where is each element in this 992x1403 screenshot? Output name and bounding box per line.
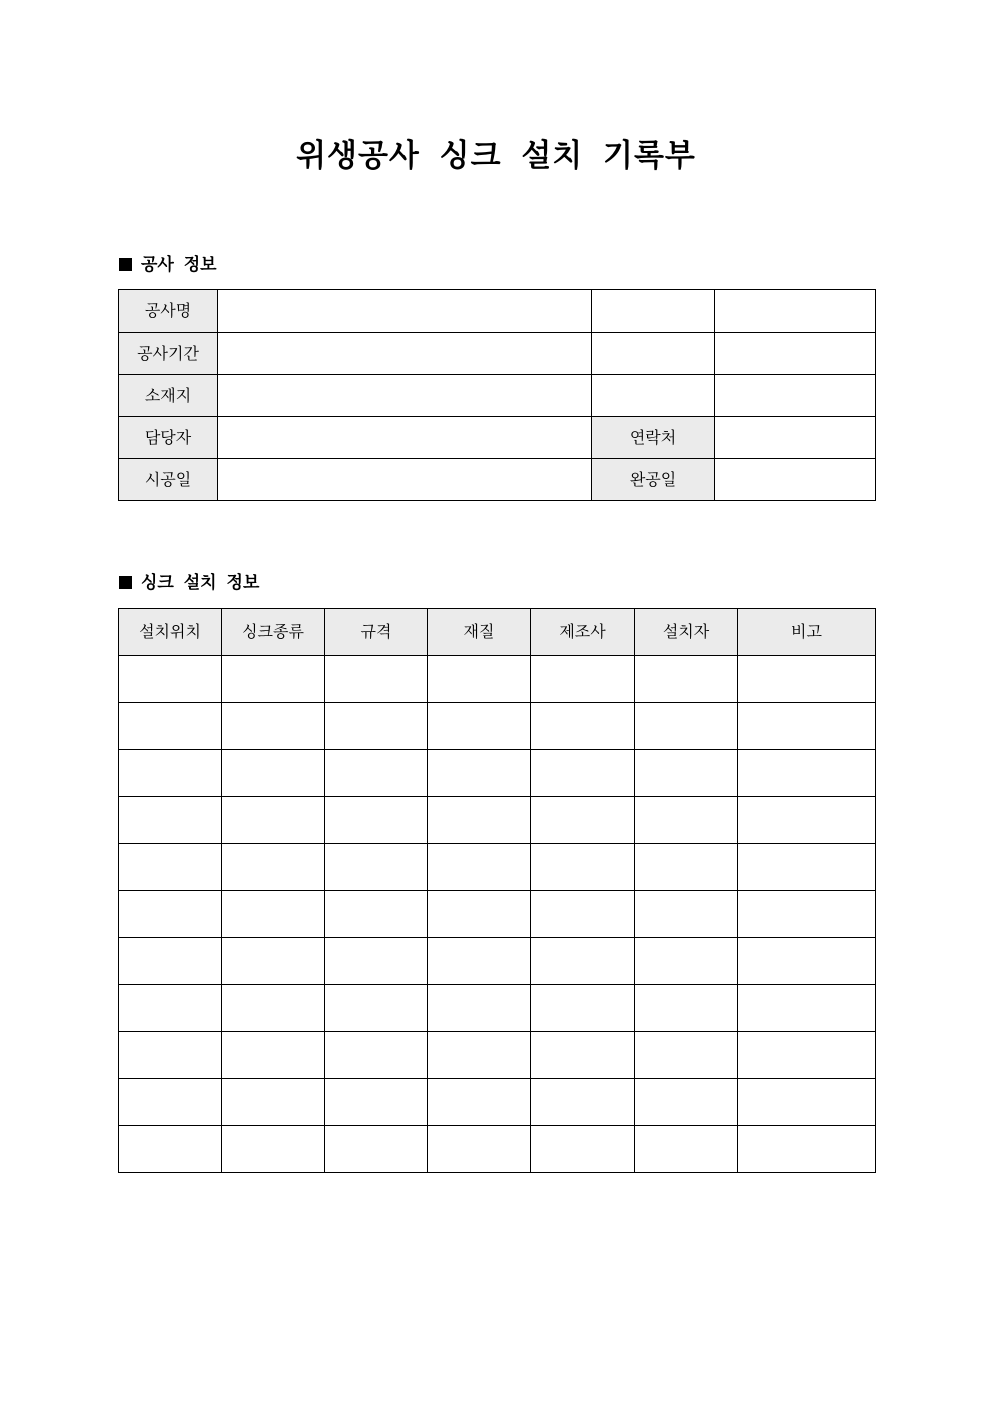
section-heading-label: 공사 정보	[141, 255, 217, 275]
table-cell[interactable]	[738, 844, 876, 891]
field-label-completion-date: 완공일	[592, 459, 715, 501]
table-row	[119, 1032, 876, 1079]
table-row	[119, 938, 876, 985]
field-value-completion-date[interactable]	[715, 459, 876, 501]
field-label-location: 소재지	[119, 375, 218, 417]
field-label-project-period: 공사기간	[119, 333, 218, 375]
section-heading-sink-info	[119, 571, 259, 595]
table-cell[interactable]	[119, 656, 222, 703]
table-cell[interactable]	[738, 797, 876, 844]
table-row	[119, 417, 876, 459]
table-cell[interactable]	[222, 1079, 325, 1126]
table-cell[interactable]	[222, 1126, 325, 1173]
table-cell[interactable]	[428, 1126, 531, 1173]
table-row	[119, 459, 876, 501]
field-extra-label[interactable]	[592, 333, 715, 375]
table-row	[119, 290, 876, 333]
field-label-contact: 연락처	[592, 417, 715, 459]
table-cell[interactable]	[635, 844, 738, 891]
column-header-manufacturer: 제조사	[531, 609, 635, 656]
table-row	[119, 656, 876, 703]
field-label-manager: 담당자	[119, 417, 218, 459]
document-title: 위생공사 싱크 설치 기록부	[296, 138, 696, 174]
table-cell[interactable]	[222, 750, 325, 797]
table-cell[interactable]	[531, 1079, 635, 1126]
table-row	[119, 985, 876, 1032]
table-cell[interactable]	[738, 703, 876, 750]
table-cell[interactable]	[325, 1032, 428, 1079]
table-row	[119, 703, 876, 750]
table-cell[interactable]	[635, 750, 738, 797]
column-header-installer: 설치자	[635, 609, 738, 656]
field-extra-value[interactable]	[715, 290, 876, 333]
table-cell[interactable]	[635, 1126, 738, 1173]
table-cell[interactable]	[222, 797, 325, 844]
table-cell[interactable]	[531, 656, 635, 703]
table-cell[interactable]	[428, 656, 531, 703]
section-heading-project-info	[119, 253, 217, 277]
table-cell[interactable]	[531, 891, 635, 938]
square-bullet-icon	[119, 576, 132, 589]
field-value-project-period[interactable]	[218, 333, 592, 375]
table-cell[interactable]	[738, 1126, 876, 1173]
table-cell[interactable]	[738, 938, 876, 985]
table-row	[119, 891, 876, 938]
table-row	[119, 1126, 876, 1173]
field-value-start-date[interactable]	[218, 459, 592, 501]
table-cell[interactable]	[531, 844, 635, 891]
table-cell[interactable]	[222, 703, 325, 750]
table-cell[interactable]	[119, 750, 222, 797]
table-row	[119, 844, 876, 891]
table-row	[119, 750, 876, 797]
table-cell[interactable]	[738, 985, 876, 1032]
table-row	[119, 797, 876, 844]
column-header-install-location: 설치위치	[119, 609, 222, 656]
column-header-sink-type: 싱크종류	[222, 609, 325, 656]
table-cell[interactable]	[222, 1032, 325, 1079]
table-row	[119, 375, 876, 417]
table-cell[interactable]	[325, 938, 428, 985]
table-cell[interactable]	[531, 1032, 635, 1079]
table-cell[interactable]	[635, 1079, 738, 1126]
section-heading-label: 싱크 설치 정보	[141, 573, 260, 593]
table-cell[interactable]	[119, 1079, 222, 1126]
table-cell[interactable]	[428, 844, 531, 891]
table-cell[interactable]	[635, 703, 738, 750]
table-cell[interactable]	[635, 938, 738, 985]
table-cell[interactable]	[635, 891, 738, 938]
table-cell[interactable]	[428, 985, 531, 1032]
field-value-project-name[interactable]	[218, 290, 592, 333]
column-header-material: 재질	[428, 609, 531, 656]
table-cell[interactable]	[325, 891, 428, 938]
field-extra-value[interactable]	[715, 375, 876, 417]
table-cell[interactable]	[325, 797, 428, 844]
table-cell[interactable]	[325, 656, 428, 703]
field-label-project-name: 공사명	[119, 290, 218, 333]
table-cell[interactable]	[738, 1032, 876, 1079]
table-cell[interactable]	[428, 891, 531, 938]
table-cell[interactable]	[428, 938, 531, 985]
field-value-contact[interactable]	[715, 417, 876, 459]
field-extra-label[interactable]	[592, 375, 715, 417]
table-cell[interactable]	[325, 1079, 428, 1126]
table-cell[interactable]	[119, 703, 222, 750]
table-cell[interactable]	[531, 750, 635, 797]
table-cell[interactable]	[531, 985, 635, 1032]
table-cell[interactable]	[222, 844, 325, 891]
table-cell[interactable]	[531, 938, 635, 985]
table-row	[119, 333, 876, 375]
table-cell[interactable]	[738, 656, 876, 703]
project-info-table	[118, 289, 876, 501]
table-cell[interactable]	[635, 656, 738, 703]
table-cell[interactable]	[325, 985, 428, 1032]
field-value-location[interactable]	[218, 375, 592, 417]
table-cell[interactable]	[738, 750, 876, 797]
column-header-spec: 규격	[325, 609, 428, 656]
table-cell[interactable]	[119, 1126, 222, 1173]
field-label-start-date: 시공일	[119, 459, 218, 501]
table-cell[interactable]	[119, 938, 222, 985]
table-cell[interactable]	[119, 891, 222, 938]
table-cell[interactable]	[119, 844, 222, 891]
table-cell[interactable]	[531, 703, 635, 750]
table-cell[interactable]	[325, 844, 428, 891]
table-cell[interactable]	[428, 703, 531, 750]
table-header-row	[119, 609, 876, 656]
table-cell[interactable]	[428, 1032, 531, 1079]
table-cell[interactable]	[738, 891, 876, 938]
table-cell[interactable]	[635, 1032, 738, 1079]
table-cell[interactable]	[635, 797, 738, 844]
table-cell[interactable]	[119, 1032, 222, 1079]
field-extra-value[interactable]	[715, 333, 876, 375]
table-cell[interactable]	[635, 985, 738, 1032]
table-cell[interactable]	[222, 985, 325, 1032]
table-cell[interactable]	[428, 1079, 531, 1126]
table-cell[interactable]	[222, 938, 325, 985]
table-cell[interactable]	[119, 797, 222, 844]
table-row	[119, 1079, 876, 1126]
table-cell[interactable]	[428, 750, 531, 797]
table-cell[interactable]	[531, 1126, 635, 1173]
table-cell[interactable]	[325, 750, 428, 797]
field-extra-label[interactable]	[592, 290, 715, 333]
field-value-manager[interactable]	[218, 417, 592, 459]
sink-installation-table	[118, 608, 876, 1173]
table-cell[interactable]	[531, 797, 635, 844]
table-cell[interactable]	[119, 985, 222, 1032]
table-cell[interactable]	[325, 703, 428, 750]
table-cell[interactable]	[222, 656, 325, 703]
table-cell[interactable]	[738, 1079, 876, 1126]
table-cell[interactable]	[325, 1126, 428, 1173]
square-bullet-icon	[119, 258, 132, 271]
table-cell[interactable]	[222, 891, 325, 938]
table-cell[interactable]	[428, 797, 531, 844]
column-header-remarks: 비고	[738, 609, 876, 656]
